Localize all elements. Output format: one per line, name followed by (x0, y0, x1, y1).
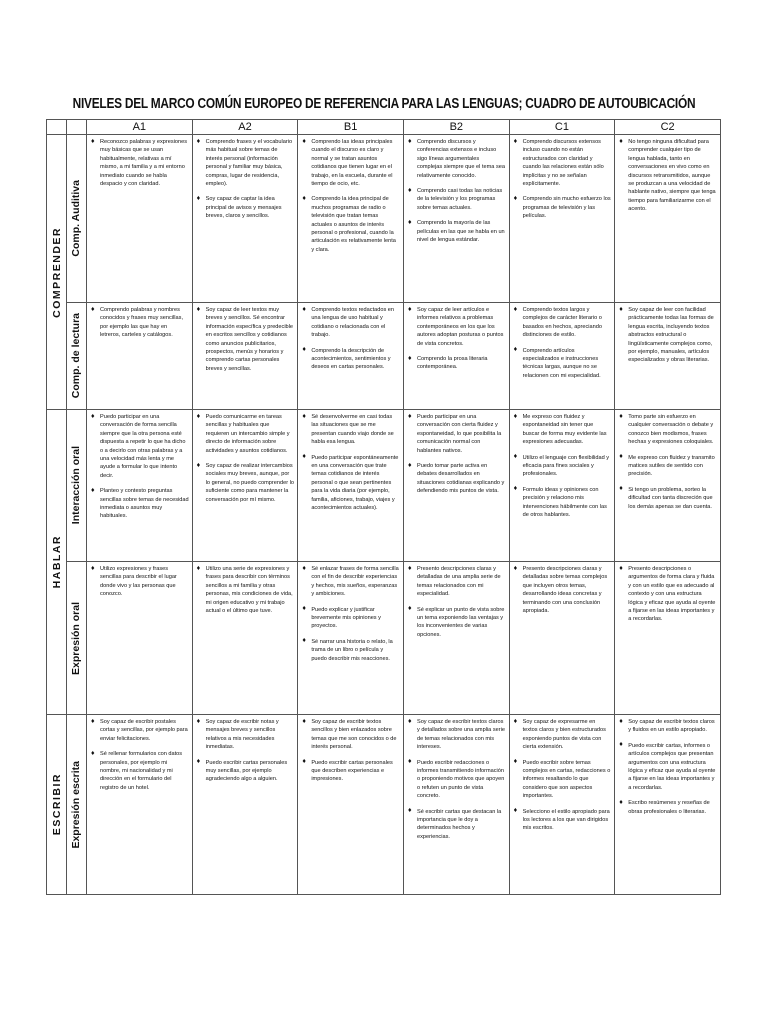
descriptor-text: Utilizo una serie de expresiones y frases para describir con términos sencillos a mi familia y otras personas, mis condiciones de vida, mi origen educativo y mi trabajo actual o el último que tuve. (205, 566, 293, 615)
descriptor-cell (509, 410, 615, 562)
descriptor-cell (403, 135, 509, 303)
descriptor-item (91, 138, 189, 188)
diamond-bullet-icon: ♦ (407, 807, 412, 815)
diamond-bullet-icon: ♦ (513, 758, 518, 766)
subskill-label: Interacción oral (67, 410, 87, 562)
diamond-bullet-icon: ♦ (513, 412, 518, 420)
diamond-bullet-icon: ♦ (407, 186, 412, 194)
descriptor-cell (87, 410, 193, 562)
descriptor-cell (509, 715, 615, 895)
descriptor-cell (192, 562, 298, 715)
descriptor-item (302, 718, 400, 752)
descriptor-text: Puedo escribir redacciones o informes transmitiendo información o proponiendo motivos que apoyen o refuten un punto de vista concreto. (416, 759, 505, 800)
descriptor-item (619, 742, 717, 792)
diamond-bullet-icon: ♦ (407, 218, 412, 226)
row-interaccion-oral (47, 410, 721, 562)
descriptor-item (408, 808, 506, 842)
descriptor-text: Comprendo la prosa literaria contemporánea. (416, 356, 488, 371)
descriptor-text: Comprendo textos largos y complejos de carácter literario o basados en hechos, apreciando distinciones de estilo. (522, 307, 602, 339)
descriptor-text: Puedo participar en una conversación de forma sencilla siempre que la otra persona esté dispuesta a repetir lo que ha dicho o a decirlo con otras palabras y a una velocidad más lenta y me ayude a formular lo que intento decir. (100, 414, 186, 479)
descriptor-text: Sé desenvolverme en casi todas las situaciones que se me presentan cuando viajo donde se habla esa lengua. (311, 414, 394, 446)
diamond-bullet-icon: ♦ (407, 354, 412, 362)
descriptor-cell (87, 562, 193, 715)
diamond-bullet-icon: ♦ (302, 137, 306, 145)
skill-comprender: COMPRENDER (47, 135, 67, 410)
diamond-bullet-icon: ♦ (302, 346, 306, 354)
descriptor-item (514, 413, 612, 447)
descriptor-text: Soy capaz de escribir textos claros y detallados sobre una amplia serie de temas relacionados con mis intereses. (416, 719, 505, 751)
descriptor-cell (298, 562, 404, 715)
diamond-bullet-icon: ♦ (196, 194, 201, 202)
diamond-bullet-icon: ♦ (513, 137, 518, 145)
descriptor-text: Soy capaz de escribir textos claros y fluidos en un estilo apropiado. (628, 719, 715, 734)
diamond-bullet-icon: ♦ (91, 749, 95, 757)
descriptor-item (91, 718, 189, 743)
descriptor-item (302, 195, 400, 254)
descriptor-text: Puedo participar espontáneamente en una conversación que trate temas cotidianos de interés personal o que sean pertinentes para la vida diaria (por ejemplo, familia, aficiones, trabajo, viajes y acontecimientos actuales). (311, 454, 399, 512)
descriptor-text: Comprendo palabras y nombres conocidos y frases muy sencillas, por ejemplo las que hay en letreros, carteles y catálogos. (100, 307, 184, 339)
row-comprension-lectura (47, 303, 721, 410)
descriptor-cell (615, 715, 721, 895)
row-comprension-auditiva (47, 135, 721, 303)
descriptor-text: Sé enlazar frases de forma sencilla con el fin de describir experiencias y hechos, mis sueños, esperanzas y ambiciones. (311, 566, 399, 598)
level-header-row (47, 120, 721, 135)
descriptor-text: Soy capaz de leer textos muy breves y sencillos. Sé encontrar información específica y predecible en escritos sencillos y cotidianos como anuncios publicitarios, prospectos, menús y horarios y comprendo cartas personales breves y sencillas. (205, 307, 294, 372)
descriptor-text: Soy capaz de escribir textos sencillos y bien enlazados sobre temas que me son conocidos o de interés personal. (311, 719, 397, 751)
descriptor-item (91, 413, 189, 480)
descriptor-item (514, 759, 612, 801)
descriptor-item (514, 565, 612, 615)
descriptor-text: Sé escribir cartas que destacan la importancia que le doy a determinados hechos y experiencias. (416, 808, 502, 840)
descriptor-cell (298, 135, 404, 303)
descriptor-text: Soy capaz de realizar intercambios sociales muy breves, aunque, por lo general, no puedo comprender lo suficiente como para mantener la conversación por mí mismo. (205, 463, 294, 503)
descriptor-text: Puedo escribir cartas personales que describen experiencias e impresiones. (311, 759, 393, 783)
subskill-label: Comp. de lectura (67, 303, 87, 410)
descriptor-text: Presento descripciones claras y detalladas de una amplia serie de temas relacionados con mi especialidad. (416, 566, 501, 598)
diamond-bullet-icon: ♦ (619, 564, 623, 572)
descriptor-text: Sé narrar una historia o relato, la trama de un libro o película y puedo describir mis reacciones. (311, 638, 393, 662)
descriptor-text: Comprendo frases y el vocabulario más habitual sobre temas de interés personal (información personal y familiar muy básica, compras, lugar de residencia, empleo). (205, 139, 293, 188)
subskill-label: Comp. Auditiva (67, 135, 87, 303)
descriptor-item (514, 306, 612, 340)
diamond-bullet-icon: ♦ (619, 137, 623, 145)
diamond-bullet-icon: ♦ (302, 605, 306, 613)
level-header-c2: C2 (615, 120, 721, 135)
descriptor-text: Reconozco palabras y expresiones muy básicas que se usan habitualmente, relativas a mí mismo, a mi familia y a mi entorno inmediato cuando se habla despacio y con claridad. (100, 139, 188, 188)
descriptor-item (408, 138, 506, 180)
descriptor-cell (509, 135, 615, 303)
descriptor-cell (403, 303, 509, 410)
descriptor-item (197, 718, 295, 752)
descriptor-text: Presento descripciones claras y detalladas sobre temas complejos que incluyen otros temas, desarrollando ideas concretas y terminando con una conclusión apropiada. (522, 566, 608, 615)
descriptor-text: Puedo escribir cartas personales muy sencillas, por ejemplo agradeciendo algo a alguien. (205, 759, 288, 783)
diamond-bullet-icon: ♦ (513, 305, 518, 313)
descriptor-item (302, 759, 400, 784)
descriptor-item (408, 187, 506, 212)
skill-escribir: ESCRIBIR (47, 715, 67, 895)
descriptor-cell (192, 715, 298, 895)
descriptor-text: Soy capaz de escribir postales cortas y sencillas, por ejemplo para enviar felicitaciones. (100, 719, 188, 742)
descriptor-item (408, 413, 506, 455)
diamond-bullet-icon: ♦ (619, 741, 623, 749)
descriptor-item (302, 565, 400, 599)
descriptor-text: Puedo comunicarme en tareas sencillas y habituales que requieren un intercambio simple y directo de información sobre actividades y asuntos cotidianos. (205, 414, 290, 454)
descriptor-item (197, 195, 295, 220)
descriptor-item (619, 799, 717, 816)
diamond-bullet-icon: ♦ (91, 486, 95, 494)
descriptor-text: Comprendo artículos especializados e instrucciones técnicas largas, aunque no se relacionen con mi especialidad. (522, 347, 601, 379)
descriptor-item (514, 347, 612, 381)
descriptor-item (408, 718, 506, 752)
descriptor-item (514, 195, 612, 220)
descriptor-text: Puedo escribir sobre temas complejos en cartas, redacciones o informes resaltando lo que considero que son aspectos importantes. (522, 759, 611, 800)
descriptor-cell (87, 135, 193, 303)
level-header-b2: B2 (403, 120, 509, 135)
descriptor-item (197, 462, 295, 504)
descriptor-item (408, 306, 506, 348)
diamond-bullet-icon: ♦ (196, 412, 201, 420)
diamond-bullet-icon: ♦ (513, 485, 518, 493)
diamond-bullet-icon: ♦ (407, 305, 412, 313)
descriptor-text: Soy capaz de leer artículos e informes relativos a problemas contemporáneos en los que los autores adoptan posturas o puntos de vista concretos. (416, 307, 504, 347)
descriptor-item (408, 219, 506, 244)
diamond-bullet-icon: ♦ (302, 717, 306, 725)
diamond-bullet-icon: ♦ (91, 564, 95, 572)
descriptor-text: Soy capaz de leer con facilidad prácticamente todas las formas de lengua escrita, incluyendo textos abstractos estructural o lingüísticamente complejos como, por ejemplo, manuales, artículos especializados y obras literarias. (628, 307, 714, 364)
diamond-bullet-icon: ♦ (407, 564, 412, 572)
descriptor-text: Presento descripciones o argumentos de forma clara y fluida y con un estilo que es adecuado al contexto y con una estructura lógica y eficaz que ayuda al oyente a fijarse en las ideas importantes y a recordarlas. (628, 566, 716, 623)
descriptor-cell (192, 410, 298, 562)
diamond-bullet-icon: ♦ (513, 564, 518, 572)
descriptor-item (91, 750, 189, 792)
descriptor-text: Puedo explicar y justificar brevemente mis opiniones y proyectos. (311, 606, 381, 630)
descriptor-text: Tomo parte sin esfuerzo en cualquier conversación o debate y conozco bien modismos, frases hechas y expresiones coloquiales. (628, 414, 714, 446)
diamond-bullet-icon: ♦ (513, 194, 518, 202)
diamond-bullet-icon: ♦ (302, 194, 306, 202)
diamond-bullet-icon: ♦ (91, 137, 95, 145)
descriptor-text: Sé explicar un punto de vista sobre un tema exponiendo las ventajas y los inconvenientes de varias opciones. (416, 606, 505, 638)
descriptor-item (302, 306, 400, 340)
descriptor-item (408, 759, 506, 801)
descriptor-item (302, 413, 400, 447)
diamond-bullet-icon: ♦ (407, 137, 412, 145)
descriptor-cell (298, 410, 404, 562)
descriptor-item (408, 462, 506, 496)
descriptor-item (408, 355, 506, 372)
descriptor-item (619, 413, 717, 447)
diamond-bullet-icon: ♦ (407, 605, 412, 613)
descriptor-text: Comprendo las ideas principales cuando el discurso es claro y normal y se tratan asuntos cotidianos que tienen lugar en el trabajo, en la escuela, durante el tiempo de ocio, etc. (311, 139, 393, 188)
descriptor-text: Me expreso con fluidez y espontaneidad sin tener que buscar de forma muy evidente las expresiones adecuadas. (522, 414, 607, 446)
diamond-bullet-icon: ♦ (407, 717, 412, 725)
descriptor-cell (403, 410, 509, 562)
descriptor-item (514, 808, 612, 833)
descriptor-cell (403, 562, 509, 715)
descriptor-text: Comprendo sin mucho esfuerzo los programas de televisión y las películas. (522, 196, 611, 220)
descriptor-item (302, 638, 400, 663)
descriptor-cell (87, 715, 193, 895)
descriptor-item (302, 138, 400, 188)
level-header-c1: C1 (509, 120, 615, 135)
descriptor-text: Puedo tomar parte activa en debates desarrollados en situaciones cotidianas explicando y defendiendo mis puntos de vista. (416, 463, 505, 495)
descriptor-item (91, 487, 189, 521)
descriptor-cell (192, 135, 298, 303)
descriptor-item (619, 138, 717, 214)
diamond-bullet-icon: ♦ (91, 412, 95, 420)
diamond-bullet-icon: ♦ (196, 564, 201, 572)
diamond-bullet-icon: ♦ (196, 305, 201, 313)
descriptor-text: Utilizo el lenguaje con flexibilidad y eficacia para fines sociales y profesionales. (522, 454, 610, 478)
descriptor-cell (615, 562, 721, 715)
descriptor-text: Planteo y contesto preguntas sencillas sobre temas de necesidad inmediata o asuntos muy habituales. (100, 488, 189, 520)
descriptor-item (619, 486, 717, 511)
diamond-bullet-icon: ♦ (302, 453, 306, 461)
diamond-bullet-icon: ♦ (619, 453, 623, 461)
diamond-bullet-icon: ♦ (91, 305, 95, 313)
diamond-bullet-icon: ♦ (407, 461, 412, 469)
descriptor-item (408, 565, 506, 599)
descriptor-item (302, 606, 400, 631)
descriptor-text: Puedo escribir cartas, informes o artículos complejos que presentan argumentos con una estructura lógica y eficaz que ayuda al oyente a fijarse en las ideas importantes y a recordarlas. (628, 742, 716, 791)
descriptor-item (197, 138, 295, 188)
descriptor-item (197, 759, 295, 784)
descriptor-item (514, 486, 612, 520)
diamond-bullet-icon: ♦ (196, 758, 201, 766)
diamond-bullet-icon: ♦ (619, 798, 623, 806)
diamond-bullet-icon: ♦ (302, 412, 306, 420)
descriptor-cell (615, 303, 721, 410)
diamond-bullet-icon: ♦ (513, 717, 518, 725)
descriptor-text: Utilizo expresiones y frases sencillas para describir el lugar donde vivo y las personas que conozco. (100, 566, 177, 598)
diamond-bullet-icon: ♦ (302, 637, 306, 645)
diamond-bullet-icon: ♦ (619, 412, 623, 420)
descriptor-cell (615, 410, 721, 562)
descriptor-text: Comprendo la descripción de acontecimientos, sentimientos y deseos en cartas personales. (311, 347, 391, 371)
descriptor-text: Me expreso con fluidez y transmito matices sutiles de sentido con precisión. (628, 454, 715, 478)
self-assessment-grid (46, 119, 721, 895)
descriptor-text: Puedo participar en una conversación con cierta fluidez y espontaneidad, lo que posibilita la comunicación normal con hablantes nativos. (416, 414, 502, 454)
skill-hablar: HABLAR (47, 410, 67, 715)
descriptor-cell (87, 303, 193, 410)
diamond-bullet-icon: ♦ (513, 807, 518, 815)
descriptor-item (619, 306, 717, 365)
descriptor-item (619, 718, 717, 735)
level-header-a2: A2 (192, 120, 298, 135)
descriptor-item (514, 454, 612, 479)
descriptor-item (197, 306, 295, 373)
diamond-bullet-icon: ♦ (513, 346, 518, 354)
descriptor-text: Soy capaz de escribir notas y mensajes breves y sencillos relativos a mis necesidades inmediatas. (205, 719, 279, 751)
diamond-bullet-icon: ♦ (196, 137, 201, 145)
diamond-bullet-icon: ♦ (196, 717, 201, 725)
row-expresion-oral (47, 562, 721, 715)
descriptor-cell (615, 135, 721, 303)
descriptor-text: Comprendo discursos extensos incluso cuando no están estructurados con claridad y cuando las relaciones están sólo implícitas y no se señalan explícitamente. (522, 139, 604, 188)
page-title: NIVELES DEL MARCO COMÚN EUROPEO DE REFERENCIA PARA LAS LENGUAS; CUADRO DE AUTOUBICACIÓN (72, 96, 696, 112)
descriptor-text: Selecciono el estilo apropiado para los lectores a los que van dirigidos mis escritos. (522, 808, 610, 832)
descriptor-cell (509, 562, 615, 715)
descriptor-text: Comprendo discursos y conferencias extensos e incluso sigo líneas argumentales complejas siempre que el tema sea relativamente conocido. (416, 139, 505, 179)
descriptor-item (619, 565, 717, 624)
diamond-bullet-icon: ♦ (407, 758, 412, 766)
diamond-bullet-icon: ♦ (91, 717, 95, 725)
descriptor-text: Comprendo la mayoría de las películas en las que se habla en un nivel de lengua estándar. (416, 220, 505, 244)
descriptor-item (91, 565, 189, 599)
descriptor-text: Sé rellenar formularios con datos personales, por ejemplo mi nombre, mi nacionalidad y mi dirección en el formulario del registro de un hotel. (100, 751, 183, 791)
descriptor-item (302, 347, 400, 372)
descriptor-text: Soy capaz de expresarme en textos claros y bien estructurados exponiendo puntos de vista con cierta extensión. (522, 719, 606, 751)
descriptor-cell (192, 303, 298, 410)
descriptor-item (619, 454, 717, 479)
corner-cell (67, 120, 87, 135)
subskill-label: Expresión oral (67, 562, 87, 715)
diamond-bullet-icon: ♦ (196, 461, 201, 469)
descriptor-item (514, 718, 612, 752)
descriptor-item (408, 606, 506, 640)
descriptor-cell (298, 303, 404, 410)
descriptor-cell (509, 303, 615, 410)
subskill-label: Expresión escrita (67, 715, 87, 895)
descriptor-text: Formulo ideas y opiniones con precisión y relaciono mis intervenciones hábilmente con las de otros hablantes. (522, 486, 607, 519)
descriptor-cell (298, 715, 404, 895)
diamond-bullet-icon: ♦ (619, 717, 623, 725)
descriptor-text: Soy capaz de captar la idea principal de avisos y mensajes breves, claros y sencillos. (205, 196, 282, 220)
descriptor-item (514, 138, 612, 188)
diamond-bullet-icon: ♦ (619, 485, 623, 493)
descriptor-text: Comprendo casi todas las noticias de la televisión y los programas sobre temas actuales. (416, 188, 503, 211)
diamond-bullet-icon: ♦ (407, 412, 412, 420)
descriptor-cell (403, 715, 509, 895)
descriptor-item (302, 454, 400, 513)
descriptor-text: Comprendo textos redactados en una lengua de uso habitual y cotidiano o relacionada con el trabajo. (311, 307, 395, 339)
descriptor-text: No tengo ninguna dificultad para comprender cualquier tipo de lengua hablada, tanto en conversaciones en vivo como en discursos retransmitidos, aunque se produzcan a una velocidad de hablante nativo, siempre que tenga tiempo para familiarizarme con el acento. (628, 139, 716, 213)
diamond-bullet-icon: ♦ (619, 305, 623, 313)
descriptor-item (91, 306, 189, 340)
corner-cell (47, 120, 67, 135)
diamond-bullet-icon: ♦ (302, 564, 306, 572)
level-header-b1: B1 (298, 120, 404, 135)
descriptor-item (197, 565, 295, 615)
diamond-bullet-icon: ♦ (302, 758, 306, 766)
level-header-a1: A1 (87, 120, 193, 135)
descriptor-text: Comprendo la idea principal de muchos programas de radio o televisión que tratan temas actuales o asuntos de interés personal o profesional, cuando la articulación es relativamente lenta y clara. (311, 196, 396, 253)
diamond-bullet-icon: ♦ (513, 453, 518, 461)
descriptor-item (197, 413, 295, 455)
descriptor-text: Si tengo un problema, sorteo la dificultad con tanta discreción que los demás apenas se dan cuenta. (628, 486, 713, 510)
descriptor-text: Escribo resúmenes y reseñas de obras profesionales o literarias. (628, 800, 710, 815)
diamond-bullet-icon: ♦ (302, 305, 306, 313)
row-expresion-escrita (47, 715, 721, 895)
